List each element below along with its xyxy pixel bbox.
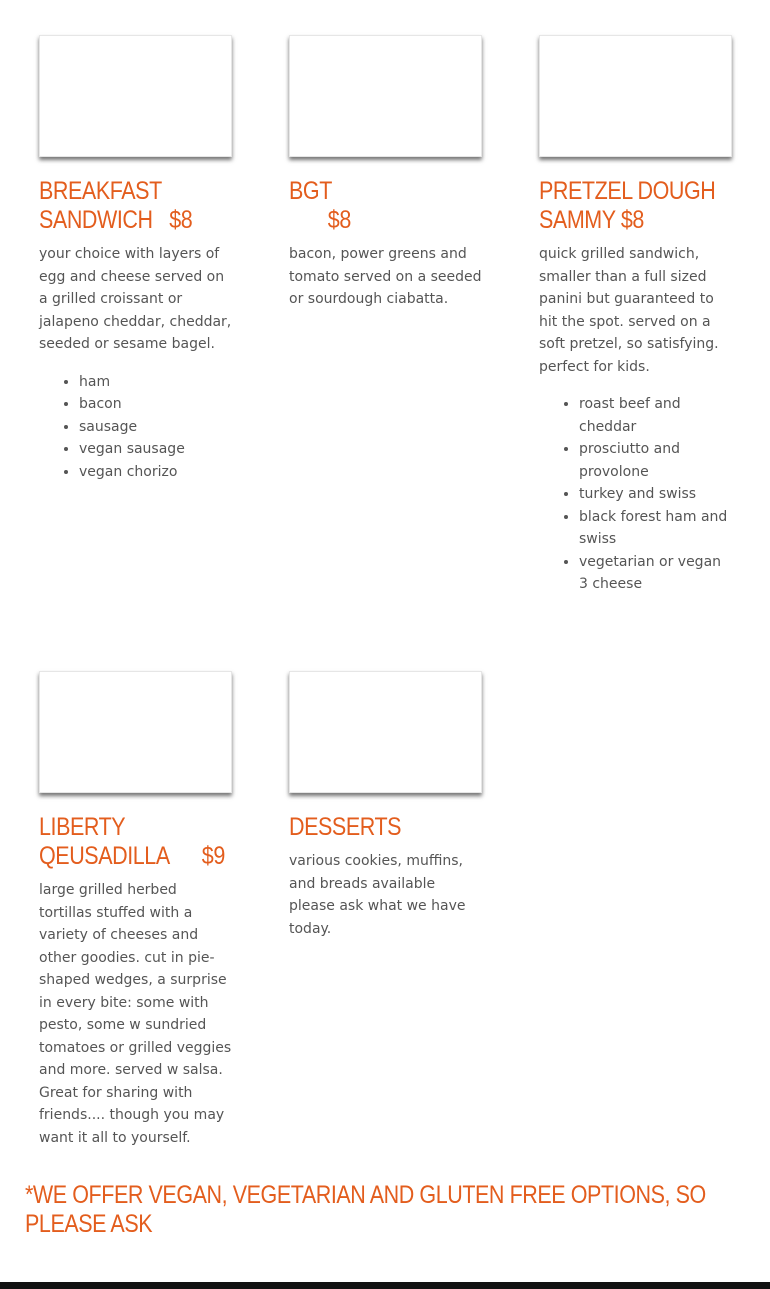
menu-item-title: PRETZEL DOUGH SAMMY $8 [539, 177, 716, 234]
menu-item-liberty-qeusadilla [39, 671, 232, 1149]
menu-item-title: BREAKFAST SANDWICH $8 [39, 177, 193, 234]
footer-bar [0, 1282, 770, 1289]
list-item: • black forest ham and swiss [579, 506, 732, 551]
menu-item-description: various cookies, muffins, and breads available please ask what we have today. [289, 853, 466, 937]
menu-item-photo [39, 671, 232, 793]
list-item: • vegetarian or vegan 3 cheese [579, 551, 732, 596]
list-item: • vegan sausage [79, 438, 232, 461]
menu-item-photo [39, 35, 232, 157]
menu-item-title: BGT $8 [289, 177, 351, 234]
menu-item-photo [289, 671, 482, 793]
menu-item-description: your choice with layers of egg and cheese served on a grilled croissant or jalapeno cheddar, cheddar, seeded or sesame bagel. [39, 246, 232, 352]
menu-item-title: LIBERTY QEUSADILLA $9 [39, 813, 225, 870]
list-item: • roast beef and cheddar [579, 393, 732, 438]
menu-item-description: quick grilled sandwich, smaller than a full sized panini but guaranteed to hit the spot. served on a soft pretzel, so satisfying. perfect for kids. [539, 246, 719, 375]
list-item: • sausage [79, 416, 232, 439]
menu-item-bgt [289, 35, 482, 311]
dietary-options-note: *WE OFFER VEGAN, VEGETARIAN AND GLUTEN FREE OPTIONS, SO PLEASE ASK [25, 1181, 706, 1238]
menu-item-description: large grilled herbed tortillas stuffed with a variety of cheeses and other goodies. cut in pie-shaped wedges, a surprise in every bite: some with pesto, some w sundried tomatoes or grilled veggies and more. served w salsa. Great for sharing with friends.... though you may want it all to yourself. [39, 882, 232, 1146]
menu-item-options [39, 371, 232, 484]
menu-item-breakfast-sandwich [39, 35, 232, 483]
list-item: • prosciutto and provolone [579, 438, 732, 483]
menu-item-photo [289, 35, 482, 157]
menu-item-pretzel-dough-sammy [539, 35, 732, 596]
menu-item-photo [539, 35, 732, 157]
menu-item-options [539, 393, 732, 596]
menu-item-desserts [289, 671, 482, 940]
menu-item-description: bacon, power greens and tomato served on a seeded or sourdough ciabatta. [289, 246, 482, 307]
menu-item-title: DESSERTS [289, 813, 402, 841]
list-item: • bacon [79, 393, 232, 416]
list-item: • vegan chorizo [79, 461, 232, 484]
list-item: • turkey and swiss [579, 483, 732, 506]
list-item: • ham [79, 371, 232, 394]
